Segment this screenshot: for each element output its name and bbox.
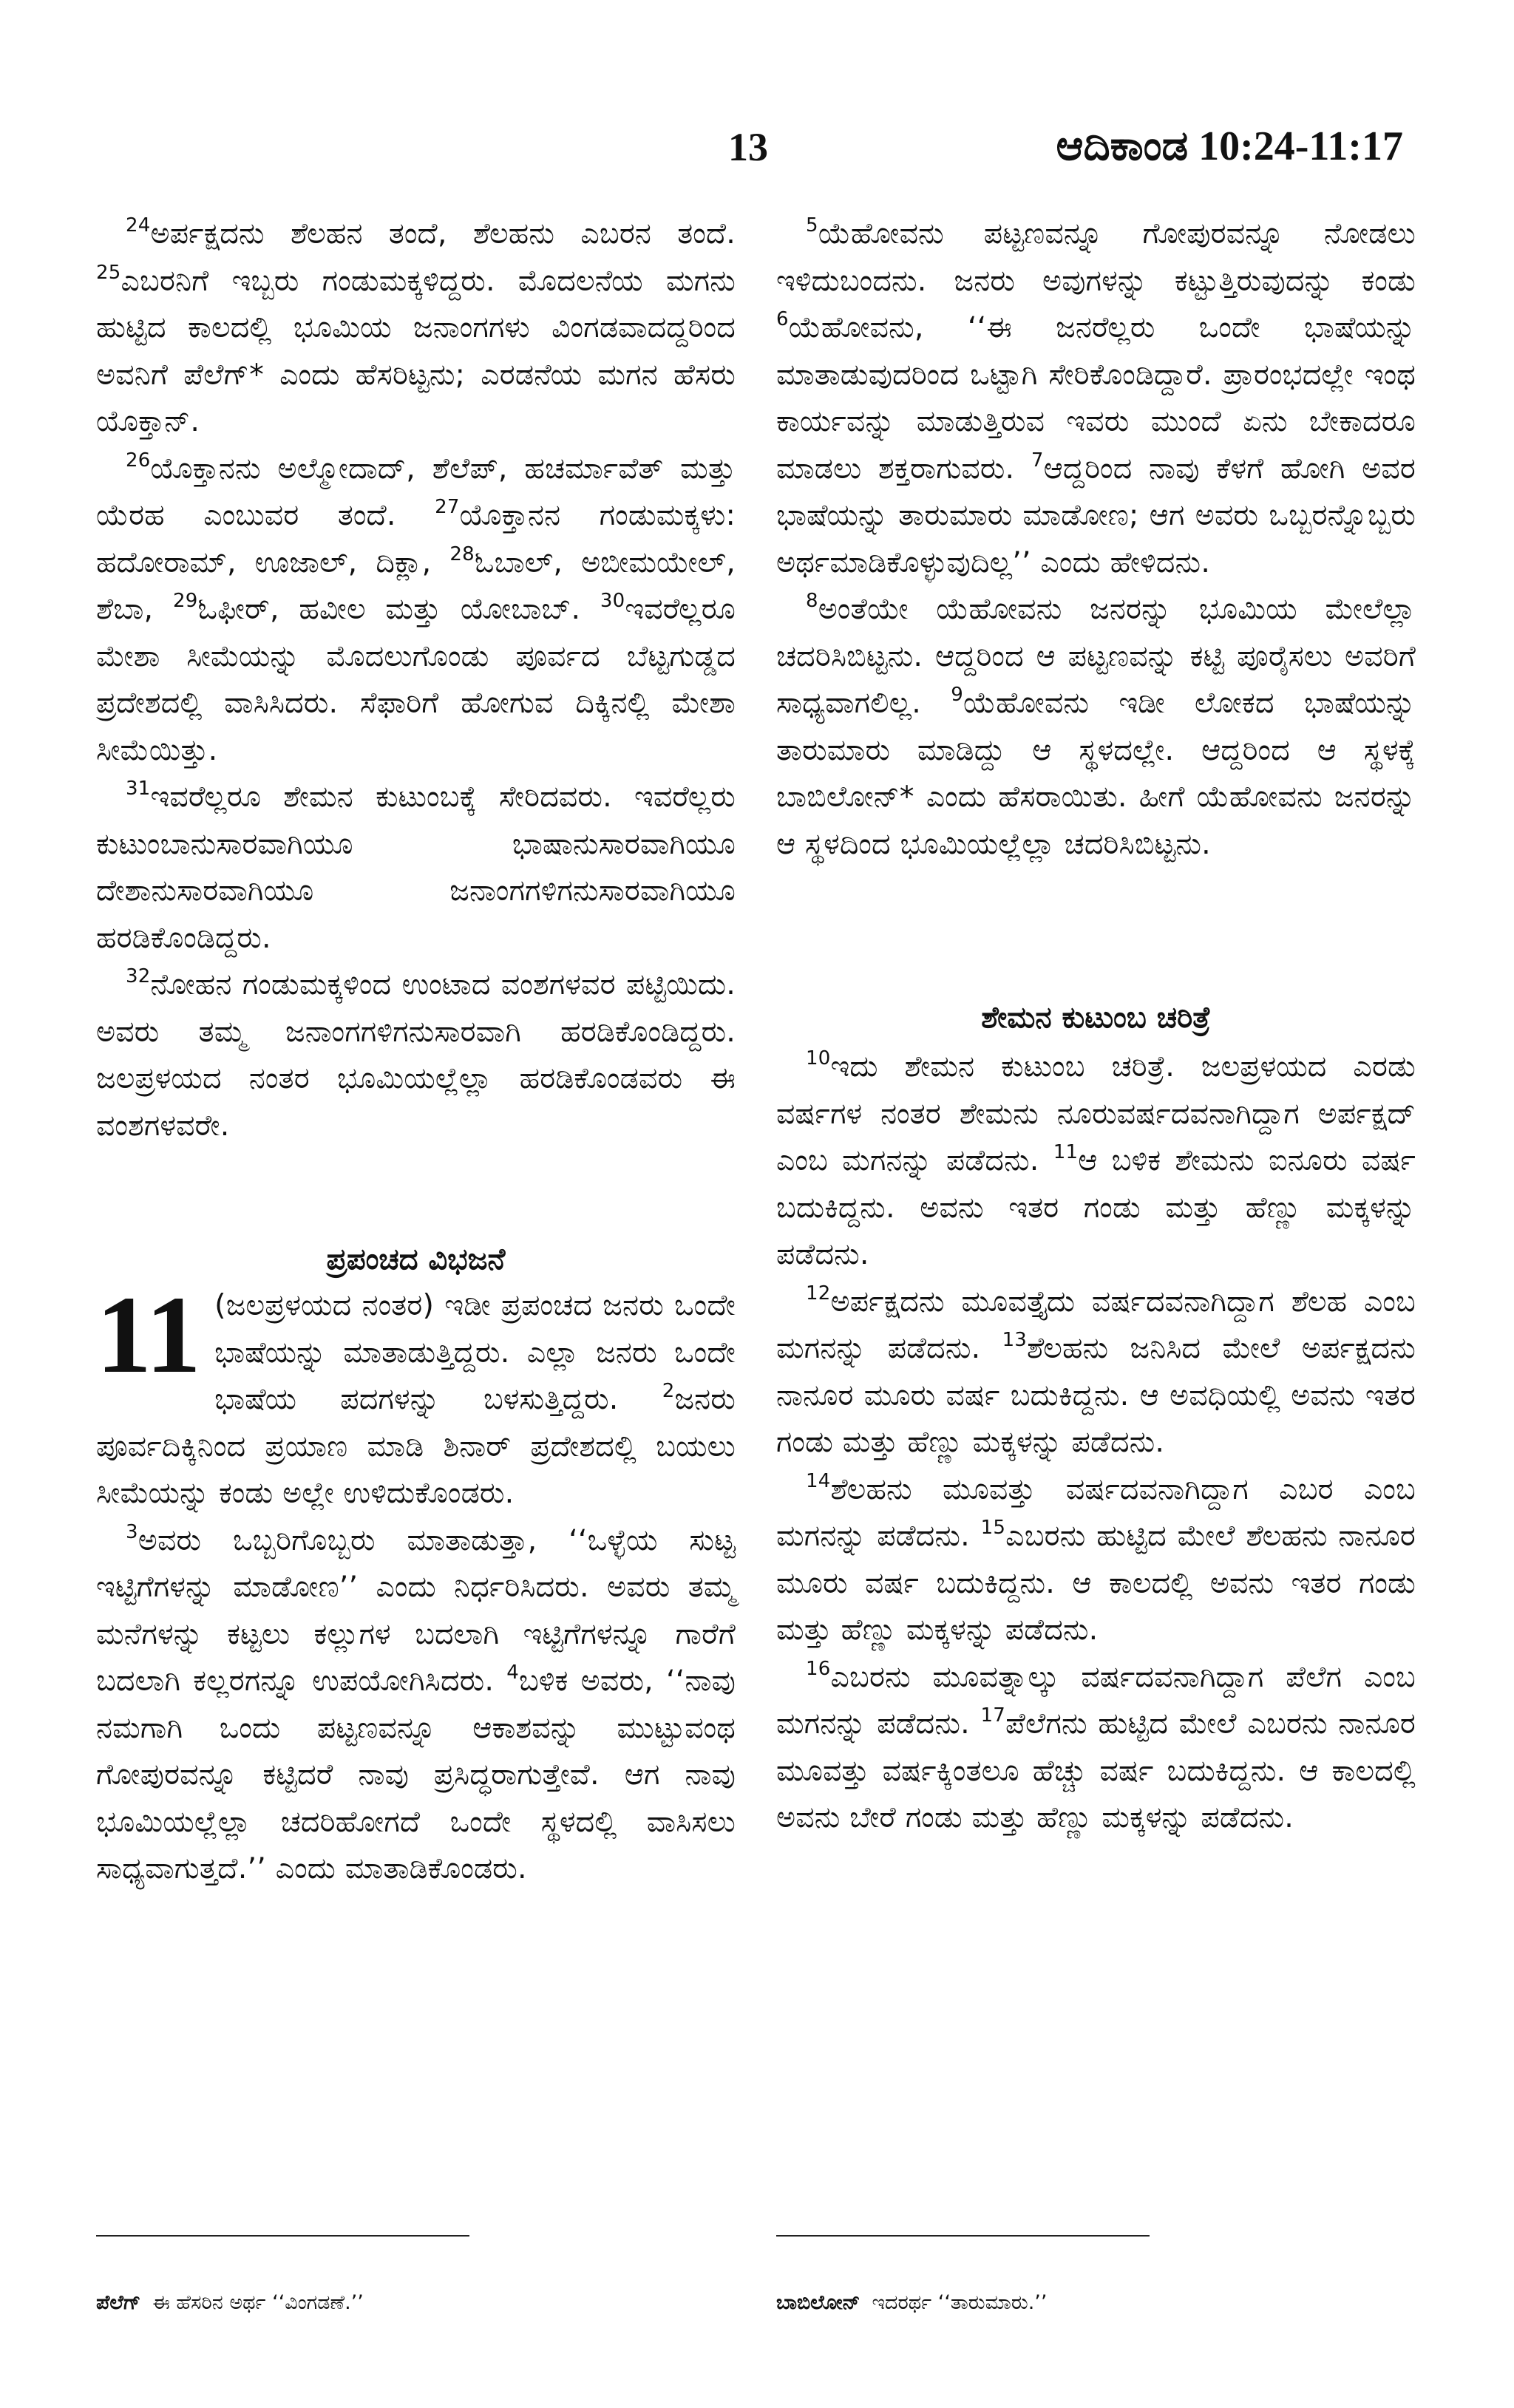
verse-text: ಶೆಲಹನು ಜನಿಸಿದ ಮೇಲೆ ಅರ್ಪಕ್ಷದನು ನಾನೂರ ಮೂರು ವರ್ಷ ಬದುಕಿದ್ದನು. ಆ ಅವಧಿಯಲ್ಲಿ ಅವನು ಇತರ ಗಂಡು ಮತ್ತು ಹೆಣ್ಣು ಮಕ್ಕಳನ್ನು ಪಡೆದನು. bbox=[776, 1331, 1416, 1459]
verse-number: 2 bbox=[662, 1380, 675, 1402]
verse-number: 12 bbox=[806, 1282, 831, 1305]
verse-text: ಶೆಲಹನು ಮೂವತ್ತು ವರ್ಷದವನಾಗಿದ್ದಾಗ ಎಬರ ಎಂಬ ಮಗನನ್ನು ಪಡೆದನು. bbox=[776, 1472, 1416, 1553]
verse-number: 29 bbox=[172, 590, 198, 612]
right-column bbox=[776, 211, 1416, 1842]
paragraph bbox=[96, 446, 736, 775]
verse-text: ಯೊಕ್ತಾನನ ಗಂಡುಮಕ್ಕಳು: ಹದೋರಾಮ್, ಊಜಾಲ್, ದಿಕ್ಲಾ, bbox=[96, 498, 736, 579]
running-head: ಆದಿಕಾಂಡ 10:24-11:17 bbox=[1056, 123, 1403, 169]
chapter-opening-paragraph bbox=[96, 1273, 736, 1517]
verse-text: ನೋಹನ ಗಂಡುಮಕ್ಕಳಿಂದ ಉಂಟಾದ ವಂಶಗಳವರ ಪಟ್ಟಿಯಿದು. ಅವರು ತಮ್ಮ ಜನಾಂಗಗಳಿಗನುಸಾರವಾಗಿ ಹರಡಿಕೊಂಡಿದ್ದರು. ಜಲಪ್ರಳಯದ ನಂತರ ಭೂಮಿಯಲ್ಲೆಲ್ಲಾ ಹರಡಿಕೊಂಡವರು ಈ ವಂಶಗಳವರೇ. bbox=[96, 967, 736, 1143]
verse-text: ಯೆಹೋವನು, ‘‘ಈ ಜನರೆಲ್ಲರು ಒಂದೇ ಭಾಷೆಯನ್ನು ಮಾತಾಡುವುದರಿಂದ ಒಟ್ಟಾಗಿ ಸೇರಿಕೊಂಡಿದ್ದಾರೆ. ಪ್ರಾರಂಭದಲ್ಲೇ ಇಂಥ ಕಾರ್ಯವನ್ನು ಮಾಡುತ್ತಿರುವ ಇವರು ಮುಂದೆ ಏನು ಬೇಕಾದರೂ ಮಾಡಲು ಶಕ್ತರಾಗುವರು. bbox=[776, 310, 1416, 486]
paragraph bbox=[96, 774, 736, 962]
verse-text: ಯೆಹೋವನು ಪಟ್ಟಣವನ್ನೂ ಗೋಪುರವನ್ನೂ ನೋಡಲು ಇಳಿದುಬಂದನು. ಜನರು ಅವುಗಳನ್ನು ಕಟ್ಟುತ್ತಿರುವುದನ್ನು ಕಂಡು bbox=[776, 217, 1416, 298]
verse-number: 10 bbox=[806, 1047, 831, 1069]
verse-number: 27 bbox=[435, 496, 460, 518]
verse-text: ಓಬಾಲ್, ಅಬೀಮಯೇಲ್, ಶೆಬಾ, bbox=[96, 545, 736, 626]
verse-text: ಬಳಿಕ ಅವರು, ‘‘ನಾವು ನಮಗಾಗಿ ಒಂದು ಪಟ್ಟಣವನ್ನೂ ಆಕಾಶವನ್ನು ಮುಟ್ಟುವಂಥ ಗೋಪುರವನ್ನೂ ಕಟ್ಟಿದರೆ ನಾವು ಪ್ರಸಿದ್ಧರಾಗುತ್ತೇವೆ. ಆಗ ನಾವು ಭೂಮಿಯಲ್ಲೆಲ್ಲಾ ಚದರಿಹೋಗದೆ ಒಂದೇ ಸ್ಥಳದಲ್ಲಿ ವಾಸಿಸಲು ಸಾಧ್ಯವಾಗುತ್ತದೆ.’’ ಎಂದು ಮಾತಾಡಿಕೊಂಡರು. bbox=[96, 1664, 736, 1885]
verse-number: 30 bbox=[600, 590, 625, 612]
verse-number: 7 bbox=[1031, 449, 1044, 472]
verse-number: 28 bbox=[449, 543, 475, 565]
footnote bbox=[96, 2290, 364, 2316]
verse-text: ಇವರೆಲ್ಲರೂ ಮೇಶಾ ಸೀಮೆಯನ್ನು ಮೊದಲುಗೊಂಡು ಪೂರ್ವದ ಬೆಟ್ಟಗುಡ್ಡದ ಪ್ರದೇಶದಲ್ಲಿ ವಾಸಿಸಿದರು. ಸೆಫಾರಿಗೆ ಹೋಗುವ ದಿಕ್ಕಿನಲ್ಲಿ ಮೇಶಾ ಸೀಮೆಯಿತ್ತು. bbox=[96, 592, 736, 767]
chapter-number: 11 bbox=[96, 1273, 202, 1396]
verse-text: ಯೆಹೋವನು ಇಡೀ ಲೋಕದ ಭಾಷೆಯನ್ನು ತಾರುಮಾರು ಮಾಡಿದ್ದು ಆ ಸ್ಥಳದಲ್ಲೇ. ಆದ್ದರಿಂದ ಆ ಸ್ಥಳಕ್ಕೆ ಬಾಬಿಲೋನ್* ಎಂದು ಹೆಸರಾಯಿತು. ಹೀಗೆ ಯೆಹೋವನು ಜನರನ್ನು ಆ ಸ್ಥಳದಿಂದ ಭೂಮಿಯಲ್ಲೆಲ್ಲಾ ಚದರಿಸಿಬಿಟ್ಟನು. bbox=[776, 686, 1416, 861]
verse-number: 26 bbox=[126, 449, 151, 472]
verse-text: (ಜಲಪ್ರಳಯದ ನಂತರ) ಇಡೀ ಪ್ರಪಂಚದ ಜನರು ಒಂದೇ ಭಾಷೆಯನ್ನು ಮಾತಾಡುತ್ತಿದ್ದರು. ಎಲ್ಲಾ ಜನರು ಒಂದೇ ಭಾಷೆಯ ಪದಗಳನ್ನು ಬಳಸುತ್ತಿದ್ದರು. bbox=[214, 1288, 736, 1416]
paragraph bbox=[776, 211, 1416, 586]
verse-text: ಇವರೆಲ್ಲರೂ ಶೇಮನ ಕುಟುಂಬಕ್ಕೆ ಸೇರಿದವರು. ಇವರೆಲ್ಲರು ಕುಟುಂಬಾನುಸಾರವಾಗಿಯೂ ಭಾಷಾನುಸಾರವಾಗಿಯೂ ದೇಶಾನುಸಾರವಾಗಿಯೂ ಜನಾಂಗಗಳಿಗನುಸಾರವಾಗಿಯೂ ಹರಡಿಕೊಂಡಿದ್ದರು. bbox=[96, 780, 736, 955]
verse-text: ಅರ್ಪಕ್ಷದನು ಶೆಲಹನ ತಂದೆ, ಶೆಲಹನು ಎಬರನ ತಂದೆ. bbox=[150, 217, 736, 251]
verse-number: 17 bbox=[980, 1704, 1005, 1727]
paragraph bbox=[776, 1279, 1416, 1466]
verse-text: ಯೊಕ್ತಾನನು ಅಲ್ಮೋದಾದ್, ಶೆಲೆಪ್, ಹಚರ್ಮಾವೆತ್ ಮತ್ತು ಯೆರಹ ಎಂಬುವರ ತಂದೆ. bbox=[96, 451, 736, 532]
verse-number: 16 bbox=[806, 1657, 831, 1680]
verse-number: 8 bbox=[806, 590, 818, 612]
paragraph bbox=[96, 962, 736, 1149]
footnote bbox=[776, 2290, 1047, 2316]
verse-text: ಅವರು ಒಬ್ಬರಿಗೊಬ್ಬರು ಮಾತಾಡುತ್ತಾ, ‘‘ಒಳ್ಳೆಯ ಸುಟ್ಟ ಇಟ್ಟಿಗೆಗಳನ್ನು ಮಾಡೋಣ’’ ಎಂದು ನಿರ್ಧರಿಸಿದರು. ಅವರು ತಮ್ಮ ಮನೆಗಳನ್ನು ಕಟ್ಟಲು ಕಲ್ಲುಗಳ ಬದಲಾಗಿ ಇಟ್ಟಿಗೆಗಳನ್ನೂ ಗಾರೆಗೆ ಬದಲಾಗಿ ಕಲ್ಲರಗನ್ನೂ ಉಪಯೋಗಿಸಿದರು. bbox=[96, 1523, 736, 1698]
verse-text: ಜನರು ಪೂರ್ವದಿಕ್ಕಿನಿಂದ ಪ್ರಯಾಣ ಮಾಡಿ ಶಿನಾರ್ ಪ್ರದೇಶದಲ್ಲಿ ಬಯಲು ಸೀಮೆಯನ್ನು ಕಂಡು ಅಲ್ಲೇ ಉಳಿದುಕೊಂಡರು. bbox=[96, 1382, 736, 1510]
left-column bbox=[96, 211, 736, 1893]
verse-number: 32 bbox=[126, 965, 151, 987]
verse-text: ಓಫೀರ್, ಹವೀಲ ಮತ್ತು ಯೋಬಾಬ್. bbox=[197, 592, 600, 626]
verse-text: ಇದು ಶೇಮನ ಕುಟುಂಬ ಚರಿತ್ರೆ. ಜಲಪ್ರಳಯದ ಎರಡು ವರ್ಷಗಳ ನಂತರ ಶೇಮನು ನೂರುವರ್ಷದವನಾಗಿದ್ದಾಗ ಅರ್ಪಕ್ಷದ್ ಎಂಬ ಮಗನನ್ನು ಪಡೆದನು. bbox=[776, 1050, 1416, 1177]
paragraph bbox=[96, 211, 736, 446]
verse-number: 13 bbox=[1002, 1329, 1028, 1351]
verse-text: ಎಬರನು ಮೂವತ್ನಾಲ್ಕು ವರ್ಷದವನಾಗಿದ್ದಾಗ ಪೆಲೆಗ ಎಂಬ ಮಗನನ್ನು ಪಡೆದನು. bbox=[776, 1659, 1416, 1741]
paragraph bbox=[96, 1517, 736, 1893]
page-number: 13 bbox=[728, 125, 768, 169]
verse-number: 14 bbox=[806, 1469, 831, 1492]
verse-text: ಎಬರನು ಹುಟ್ಟಿದ ಮೇಲೆ ಶೆಲಹನು ನಾನೂರ ಮೂರು ವರ್ಷ ಬದುಕಿದ್ದನು. ಆ ಕಾಲದಲ್ಲಿ ಅವನು ಇತರ ಗಂಡು ಮತ್ತು ಹೆಣ್ಣು ಮಕ್ಕಳನ್ನು ಪಡೆದನು. bbox=[776, 1519, 1416, 1647]
verse-number: 9 bbox=[951, 684, 964, 706]
footnote-text: ಈ ಹೆಸರಿನ ಅರ್ಥ ‘‘ವಿಂಗಡಣೆ.’’ bbox=[152, 2291, 364, 2314]
verse-text: ಪೆಲೆಗನು ಹುಟ್ಟಿದ ಮೇಲೆ ಎಬರನು ನಾನೂರ ಮೂವತ್ತು ವರ್ಷಕ್ಕಿಂತಲೂ ಹೆಚ್ಚು ವರ್ಷ ಬದುಕಿದ್ದನು. ಆ ಕಾಲದಲ್ಲಿ ಅವನು ಬೇರೆ ಗಂಡು ಮತ್ತು ಹೆಣ್ಣು ಮಕ್ಕಳನ್ನು ಪಡೆದನು. bbox=[776, 1707, 1416, 1834]
verse-text: ಎಬರನಿಗೆ ಇಬ್ಬರು ಗಂಡುಮಕ್ಕಳಿದ್ದರು. ಮೊದಲನೆಯ ಮಗನು ಹುಟ್ಟಿದ ಕಾಲದಲ್ಲಿ ಭೂಮಿಯ ಜನಾಂಗಗಳು ವಿಂಗಡವಾದದ್ದರಿಂದ ಅವನಿಗೆ ಪೆಲೆಗ್* ಎಂದು ಹೆಸರಿಟ್ಟನು; ಎರಡನೆಯ ಮಗನ ಹೆಸರು ಯೊಕ್ತಾನ್. bbox=[96, 263, 736, 438]
verse-number: 15 bbox=[980, 1517, 1006, 1539]
verse-number: 11 bbox=[1053, 1141, 1079, 1163]
verse-text: ಅರ್ಪಕ್ಷದನು ಮೂವತ್ತೈದು ವರ್ಷದವನಾಗಿದ್ದಾಗ ಶೆಲಹ ಎಂಬ ಮಗನನ್ನು ಪಡೆದನು. bbox=[776, 1284, 1416, 1365]
verse-number: 4 bbox=[506, 1662, 519, 1684]
footnote-term: ಬಾಬಿಲೋನ್ bbox=[776, 2291, 860, 2314]
verse-number: 5 bbox=[806, 214, 818, 237]
footnote-divider bbox=[776, 2235, 1150, 2237]
verse-text: ಆ ಬಳಿಕ ಶೇಮನು ಐನೂರು ವರ್ಷ ಬದುಕಿದ್ದನು. ಅವನು ಇತರ ಗಂಡು ಮತ್ತು ಹೆಣ್ಣು ಮಕ್ಕಳನ್ನು ಪಡೆದನು. bbox=[776, 1143, 1416, 1271]
section-heading: ಶೇಮನ ಕುಟುಂಬ ಚರಿತ್ರೆ bbox=[981, 1001, 1211, 1035]
verse-number: 3 bbox=[126, 1520, 138, 1543]
section-heading: ಪ್ರಪಂಚದ ವಿಭಜನೆ bbox=[326, 1242, 506, 1276]
paragraph bbox=[776, 1044, 1416, 1279]
verse-text: ಅಂತೆಯೇ ಯೆಹೋವನು ಜನರನ್ನು ಭೂಮಿಯ ಮೇಲೆಲ್ಲಾ ಚದರಿಸಿಬಿಟ್ಟನು. ಆದ್ದರಿಂದ ಆ ಪಟ್ಟಣವನ್ನು ಕಟ್ಟಿ ಪೂರೈಸಲು ಅವರಿಗೆ ಸಾಧ್ಯವಾಗಲಿಲ್ಲ. bbox=[776, 592, 1416, 720]
paragraph bbox=[776, 1654, 1416, 1842]
footnote-text: ಇದರರ್ಥ ‘‘ತಾರುಮಾರು.’’ bbox=[872, 2291, 1048, 2314]
verse-text: ಆದ್ದರಿಂದ ನಾವು ಕೆಳಗೆ ಹೋಗಿ ಅವರ ಭಾಷೆಯನ್ನು ತಾರುಮಾರು ಮಾಡೋಣ; ಆಗ ಅವರು ಒಬ್ಬರನ್ನೊಬ್ಬರು ಅರ್ಥಮಾಡಿಕೊಳ್ಳುವುದಿಲ್ಲ’’ ಎಂದು ಹೇಳಿದನು. bbox=[776, 451, 1416, 579]
verse-number: 6 bbox=[776, 308, 789, 330]
paragraph bbox=[776, 586, 1416, 868]
verse-number: 31 bbox=[126, 778, 151, 800]
verse-number: 25 bbox=[96, 261, 121, 284]
footnote-term: ಪೆಲೆಗ್ bbox=[96, 2291, 141, 2314]
paragraph bbox=[776, 1466, 1416, 1654]
verse-number: 24 bbox=[126, 214, 151, 237]
footnote-divider bbox=[96, 2235, 469, 2237]
